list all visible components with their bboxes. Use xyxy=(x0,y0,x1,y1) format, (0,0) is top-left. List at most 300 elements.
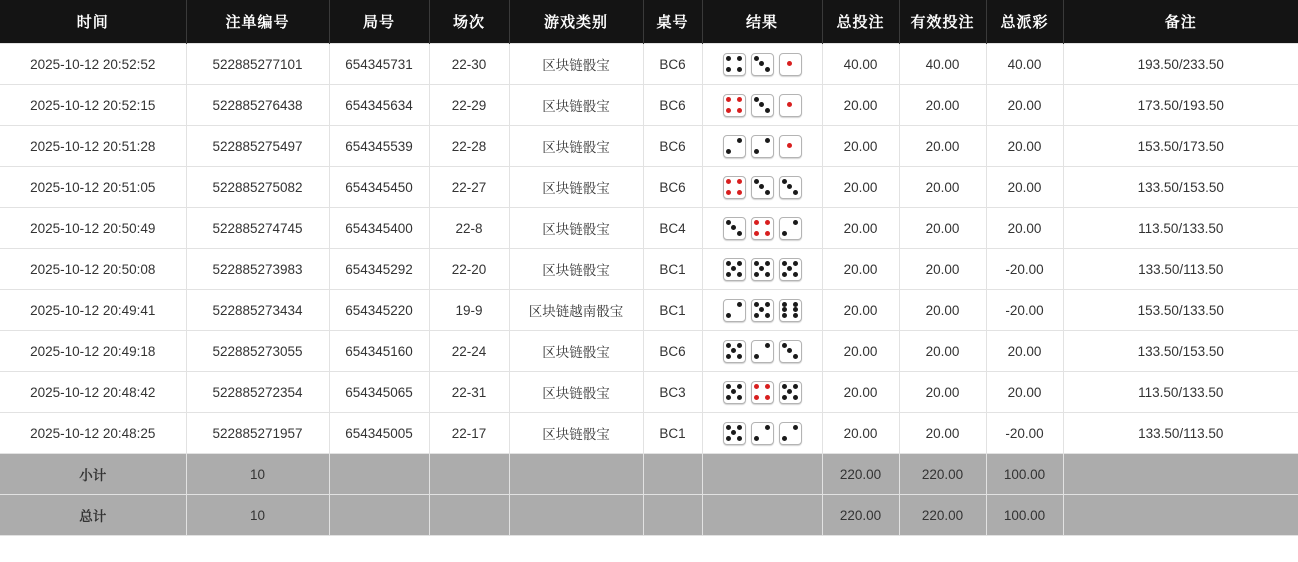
cell-order-no: 522885273434 xyxy=(186,290,329,331)
die-pip xyxy=(782,313,787,318)
cell-total-bet: 20.00 xyxy=(822,331,899,372)
cell-total-payout: 20.00 xyxy=(986,372,1063,413)
die-face-5 xyxy=(751,258,774,281)
die-face-2 xyxy=(751,422,774,445)
dice-result xyxy=(707,299,818,322)
die-pip xyxy=(793,179,798,184)
die-pip xyxy=(782,220,787,225)
die-pip xyxy=(759,225,764,230)
die-pip xyxy=(782,97,787,102)
die-pip xyxy=(787,430,792,435)
die-pip xyxy=(731,266,736,271)
die-pip xyxy=(782,266,787,271)
cell-remark: 133.50/153.50 xyxy=(1063,331,1298,372)
die-pip xyxy=(793,231,798,236)
die-pip xyxy=(726,102,731,107)
die-pip xyxy=(782,225,787,230)
die-pip xyxy=(787,425,792,430)
die-pip xyxy=(759,184,764,189)
die-pip xyxy=(731,61,736,66)
die-pip xyxy=(754,108,759,113)
die-pip xyxy=(754,272,759,277)
cell-total-payout: -20.00 xyxy=(986,413,1063,454)
die-pip xyxy=(787,231,792,236)
die-pip xyxy=(726,272,731,277)
die-pip xyxy=(731,313,736,318)
cell-game-type: 区块链骰宝 xyxy=(509,249,643,290)
die-pip xyxy=(793,430,798,435)
die-face-1 xyxy=(779,94,802,117)
die-pip xyxy=(737,102,742,107)
table-row xyxy=(0,167,1298,208)
column-header-time: 时间 xyxy=(0,0,186,44)
die-face-3 xyxy=(779,176,802,199)
die-pip xyxy=(759,389,764,394)
die-pip xyxy=(793,102,798,107)
cell-game-type: 区块链骰宝 xyxy=(509,85,643,126)
die-face-2 xyxy=(751,135,774,158)
die-pip xyxy=(737,190,742,195)
die-face-3 xyxy=(751,176,774,199)
die-pip xyxy=(782,384,787,389)
cell-time: 2025-10-12 20:51:05 xyxy=(0,167,186,208)
die-pip xyxy=(782,149,787,154)
die-pip xyxy=(726,302,731,307)
cell-round-no: 654345450 xyxy=(329,167,429,208)
die-pip xyxy=(759,272,764,277)
die-pip xyxy=(737,225,742,230)
die-pip xyxy=(731,425,736,430)
cell-total-payout: -20.00 xyxy=(986,249,1063,290)
cell-total-payout: 20.00 xyxy=(986,208,1063,249)
die-pip xyxy=(765,149,770,154)
column-header-round-no: 局号 xyxy=(329,0,429,44)
die-pip xyxy=(787,302,792,307)
die-pip xyxy=(726,179,731,184)
die-pip xyxy=(765,343,770,348)
die-face-4 xyxy=(751,381,774,404)
die-pip xyxy=(726,384,731,389)
grandtotal-table-no xyxy=(643,495,702,536)
cell-valid-bet: 20.00 xyxy=(899,249,986,290)
cell-session: 22-27 xyxy=(429,167,509,208)
die-pip xyxy=(754,190,759,195)
die-pip xyxy=(787,307,792,312)
die-pip xyxy=(726,138,731,143)
cell-table-no: BC1 xyxy=(643,249,702,290)
die-pip xyxy=(787,343,792,348)
subtotal-valid-bet: 220.00 xyxy=(899,454,986,495)
die-pip xyxy=(793,184,798,189)
die-pip xyxy=(754,348,759,353)
subtotal-row xyxy=(0,454,1298,495)
die-pip xyxy=(731,179,736,184)
die-pip xyxy=(754,225,759,230)
die-pip xyxy=(765,266,770,271)
die-pip xyxy=(731,225,736,230)
grandtotal-game-type xyxy=(509,495,643,536)
cell-table-no: BC6 xyxy=(643,126,702,167)
die-pip xyxy=(782,56,787,61)
die-pip xyxy=(754,343,759,348)
cell-order-no: 522885273055 xyxy=(186,331,329,372)
die-pip xyxy=(754,67,759,72)
die-face-3 xyxy=(779,340,802,363)
die-pip xyxy=(731,436,736,441)
grandtotal-remark xyxy=(1063,495,1298,536)
die-pip xyxy=(737,220,742,225)
die-pip xyxy=(737,313,742,318)
die-pip xyxy=(731,97,736,102)
cell-result xyxy=(702,85,822,126)
die-pip xyxy=(782,143,787,148)
die-pip xyxy=(782,108,787,113)
cell-order-no: 522885271957 xyxy=(186,413,329,454)
die-pip xyxy=(793,384,798,389)
die-pip xyxy=(759,354,764,359)
die-pip xyxy=(731,395,736,400)
cell-order-no: 522885275497 xyxy=(186,126,329,167)
cell-order-no: 522885276438 xyxy=(186,85,329,126)
cell-round-no: 654345292 xyxy=(329,249,429,290)
subtotal-session xyxy=(429,454,509,495)
cell-total-bet: 20.00 xyxy=(822,290,899,331)
die-pip xyxy=(726,67,731,72)
cell-round-no: 654345634 xyxy=(329,85,429,126)
die-pip xyxy=(765,436,770,441)
cell-game-type: 区块链骰宝 xyxy=(509,44,643,85)
column-header-session: 场次 xyxy=(429,0,509,44)
die-pip xyxy=(759,343,764,348)
cell-valid-bet: 20.00 xyxy=(899,167,986,208)
die-pip xyxy=(731,138,736,143)
die-pip xyxy=(731,261,736,266)
table-row xyxy=(0,126,1298,167)
die-pip xyxy=(765,97,770,102)
column-header-result: 结果 xyxy=(702,0,822,44)
die-pip xyxy=(726,231,731,236)
cell-remark: 153.50/133.50 xyxy=(1063,290,1298,331)
die-pip xyxy=(787,184,792,189)
die-pip xyxy=(759,307,764,312)
cell-remark: 133.50/113.50 xyxy=(1063,249,1298,290)
die-pip xyxy=(754,389,759,394)
cell-remark: 193.50/233.50 xyxy=(1063,44,1298,85)
die-pip xyxy=(787,354,792,359)
die-pip xyxy=(754,143,759,148)
die-pip xyxy=(793,425,798,430)
cell-game-type: 区块链骰宝 xyxy=(509,413,643,454)
die-pip xyxy=(765,61,770,66)
die-pip xyxy=(787,261,792,266)
die-pip xyxy=(759,313,764,318)
die-pip xyxy=(787,97,792,102)
die-pip xyxy=(782,261,787,266)
cell-valid-bet: 20.00 xyxy=(899,208,986,249)
die-pip xyxy=(759,108,764,113)
cell-session: 22-29 xyxy=(429,85,509,126)
die-pip xyxy=(737,272,742,277)
die-face-5 xyxy=(723,381,746,404)
die-face-4 xyxy=(723,53,746,76)
die-pip xyxy=(782,184,787,189)
grandtotal-total-payout: 100.00 xyxy=(986,495,1063,536)
die-pip xyxy=(754,436,759,441)
die-pip xyxy=(731,56,736,61)
die-pip xyxy=(737,184,742,189)
cell-result xyxy=(702,44,822,85)
die-pip xyxy=(793,436,798,441)
die-pip xyxy=(731,67,736,72)
column-header-game-type: 游戏类别 xyxy=(509,0,643,44)
cell-game-type: 区块链骰宝 xyxy=(509,167,643,208)
die-pip xyxy=(754,138,759,143)
die-pip xyxy=(793,261,798,266)
die-pip xyxy=(782,179,787,184)
die-pip xyxy=(793,395,798,400)
die-pip xyxy=(759,384,764,389)
die-pip xyxy=(787,149,792,154)
cell-total-bet: 20.00 xyxy=(822,249,899,290)
table-row xyxy=(0,290,1298,331)
die-pip xyxy=(782,272,787,277)
die-pip xyxy=(754,149,759,154)
cell-result xyxy=(702,290,822,331)
die-pip xyxy=(787,220,792,225)
die-pip xyxy=(793,266,798,271)
die-pip xyxy=(765,354,770,359)
die-pip xyxy=(787,179,792,184)
cell-game-type: 区块链骰宝 xyxy=(509,126,643,167)
die-face-2 xyxy=(779,217,802,240)
die-face-2 xyxy=(723,135,746,158)
dice-result xyxy=(707,135,818,158)
die-pip xyxy=(759,430,764,435)
die-pip xyxy=(754,395,759,400)
die-pip xyxy=(782,231,787,236)
cell-order-no: 522885273983 xyxy=(186,249,329,290)
die-pip xyxy=(765,220,770,225)
die-pip xyxy=(765,138,770,143)
cell-table-no: BC1 xyxy=(643,413,702,454)
die-pip xyxy=(759,302,764,307)
die-pip xyxy=(782,389,787,394)
die-pip xyxy=(782,307,787,312)
die-pip xyxy=(737,56,742,61)
cell-total-bet: 20.00 xyxy=(822,413,899,454)
die-pip xyxy=(787,395,792,400)
die-pip xyxy=(759,190,764,195)
table-row xyxy=(0,372,1298,413)
die-pip xyxy=(754,302,759,307)
die-pip xyxy=(737,67,742,72)
die-face-6 xyxy=(779,299,802,322)
cell-table-no: BC6 xyxy=(643,44,702,85)
die-pip xyxy=(765,430,770,435)
die-pip xyxy=(793,272,798,277)
die-face-5 xyxy=(779,381,802,404)
die-pip xyxy=(793,190,798,195)
die-pip xyxy=(731,143,736,148)
die-pip xyxy=(759,261,764,266)
die-pip xyxy=(754,313,759,318)
die-pip xyxy=(765,313,770,318)
die-pip xyxy=(759,138,764,143)
die-pip xyxy=(765,108,770,113)
cell-result xyxy=(702,331,822,372)
die-pip xyxy=(726,220,731,225)
die-pip xyxy=(731,190,736,195)
cell-round-no: 654345400 xyxy=(329,208,429,249)
die-pip xyxy=(737,425,742,430)
die-pip xyxy=(765,389,770,394)
die-pip xyxy=(737,97,742,102)
cell-total-bet: 20.00 xyxy=(822,372,899,413)
die-pip xyxy=(726,343,731,348)
die-face-1 xyxy=(779,135,802,158)
grandtotal-valid-bet: 220.00 xyxy=(899,495,986,536)
column-header-table-no: 桌号 xyxy=(643,0,702,44)
die-face-4 xyxy=(723,176,746,199)
table-body xyxy=(0,44,1298,454)
die-pip xyxy=(782,343,787,348)
die-pip xyxy=(787,384,792,389)
die-pip xyxy=(737,343,742,348)
die-pip xyxy=(754,184,759,189)
column-header-valid-bet: 有效投注 xyxy=(899,0,986,44)
subtotal-result xyxy=(702,454,822,495)
dice-result xyxy=(707,422,818,445)
cell-round-no: 654345539 xyxy=(329,126,429,167)
cell-valid-bet: 20.00 xyxy=(899,331,986,372)
die-pip xyxy=(793,302,798,307)
die-pip xyxy=(765,348,770,353)
cell-result xyxy=(702,208,822,249)
cell-table-no: BC6 xyxy=(643,331,702,372)
die-pip xyxy=(782,102,787,107)
die-pip xyxy=(737,138,742,143)
cell-valid-bet: 40.00 xyxy=(899,44,986,85)
column-header-total-bet: 总投注 xyxy=(822,0,899,44)
die-pip xyxy=(737,430,742,435)
cell-session: 22-20 xyxy=(429,249,509,290)
die-pip xyxy=(759,97,764,102)
die-pip xyxy=(793,61,798,66)
cell-session: 22-24 xyxy=(429,331,509,372)
table-summary xyxy=(0,454,1298,536)
cell-time: 2025-10-12 20:51:28 xyxy=(0,126,186,167)
die-pip xyxy=(754,307,759,312)
cell-round-no: 654345731 xyxy=(329,44,429,85)
die-pip xyxy=(759,56,764,61)
die-pip xyxy=(782,395,787,400)
die-pip xyxy=(754,384,759,389)
die-pip xyxy=(726,108,731,113)
die-pip xyxy=(726,348,731,353)
die-pip xyxy=(765,56,770,61)
cell-session: 22-31 xyxy=(429,372,509,413)
die-pip xyxy=(765,384,770,389)
subtotal-remark xyxy=(1063,454,1298,495)
subtotal-label: 小计 xyxy=(0,454,186,495)
cell-time: 2025-10-12 20:48:25 xyxy=(0,413,186,454)
die-pip xyxy=(793,97,798,102)
die-face-5 xyxy=(723,422,746,445)
die-pip xyxy=(731,389,736,394)
die-pip xyxy=(754,430,759,435)
cell-time: 2025-10-12 20:48:42 xyxy=(0,372,186,413)
subtotal-total-bet: 220.00 xyxy=(822,454,899,495)
die-pip xyxy=(754,102,759,107)
die-pip xyxy=(726,97,731,102)
cell-total-bet: 20.00 xyxy=(822,126,899,167)
cell-session: 22-17 xyxy=(429,413,509,454)
die-pip xyxy=(754,179,759,184)
die-pip xyxy=(737,261,742,266)
die-pip xyxy=(765,307,770,312)
table-row xyxy=(0,208,1298,249)
die-pip xyxy=(731,102,736,107)
cell-result xyxy=(702,249,822,290)
grandtotal-session xyxy=(429,495,509,536)
cell-table-no: BC6 xyxy=(643,85,702,126)
die-pip xyxy=(782,67,787,72)
die-pip xyxy=(726,266,731,271)
die-pip xyxy=(782,138,787,143)
die-pip xyxy=(782,425,787,430)
cell-total-payout: 20.00 xyxy=(986,167,1063,208)
die-pip xyxy=(731,231,736,236)
die-pip xyxy=(754,266,759,271)
dice-result xyxy=(707,94,818,117)
column-header-total-payout: 总派彩 xyxy=(986,0,1063,44)
die-face-3 xyxy=(751,94,774,117)
cell-time: 2025-10-12 20:49:41 xyxy=(0,290,186,331)
cell-order-no: 522885277101 xyxy=(186,44,329,85)
die-pip xyxy=(782,190,787,195)
die-pip xyxy=(759,179,764,184)
die-pip xyxy=(726,261,731,266)
die-face-1 xyxy=(779,53,802,76)
grandtotal-count: 10 xyxy=(186,495,329,536)
dice-result xyxy=(707,381,818,404)
grandtotal-result xyxy=(702,495,822,536)
die-pip xyxy=(787,436,792,441)
dice-result xyxy=(707,53,818,76)
die-pip xyxy=(726,225,731,230)
die-pip xyxy=(782,436,787,441)
die-pip xyxy=(737,149,742,154)
subtotal-count: 10 xyxy=(186,454,329,495)
die-pip xyxy=(793,149,798,154)
die-pip xyxy=(726,430,731,435)
die-pip xyxy=(793,67,798,72)
die-face-5 xyxy=(751,299,774,322)
die-pip xyxy=(731,149,736,154)
die-pip xyxy=(759,436,764,441)
cell-round-no: 654345005 xyxy=(329,413,429,454)
die-pip xyxy=(782,61,787,66)
die-pip xyxy=(759,425,764,430)
cell-remark: 113.50/133.50 xyxy=(1063,208,1298,249)
cell-time: 2025-10-12 20:52:52 xyxy=(0,44,186,85)
die-pip xyxy=(793,225,798,230)
die-pip xyxy=(787,67,792,72)
die-pip xyxy=(793,389,798,394)
table-row xyxy=(0,249,1298,290)
die-pip xyxy=(782,430,787,435)
cell-session: 22-30 xyxy=(429,44,509,85)
